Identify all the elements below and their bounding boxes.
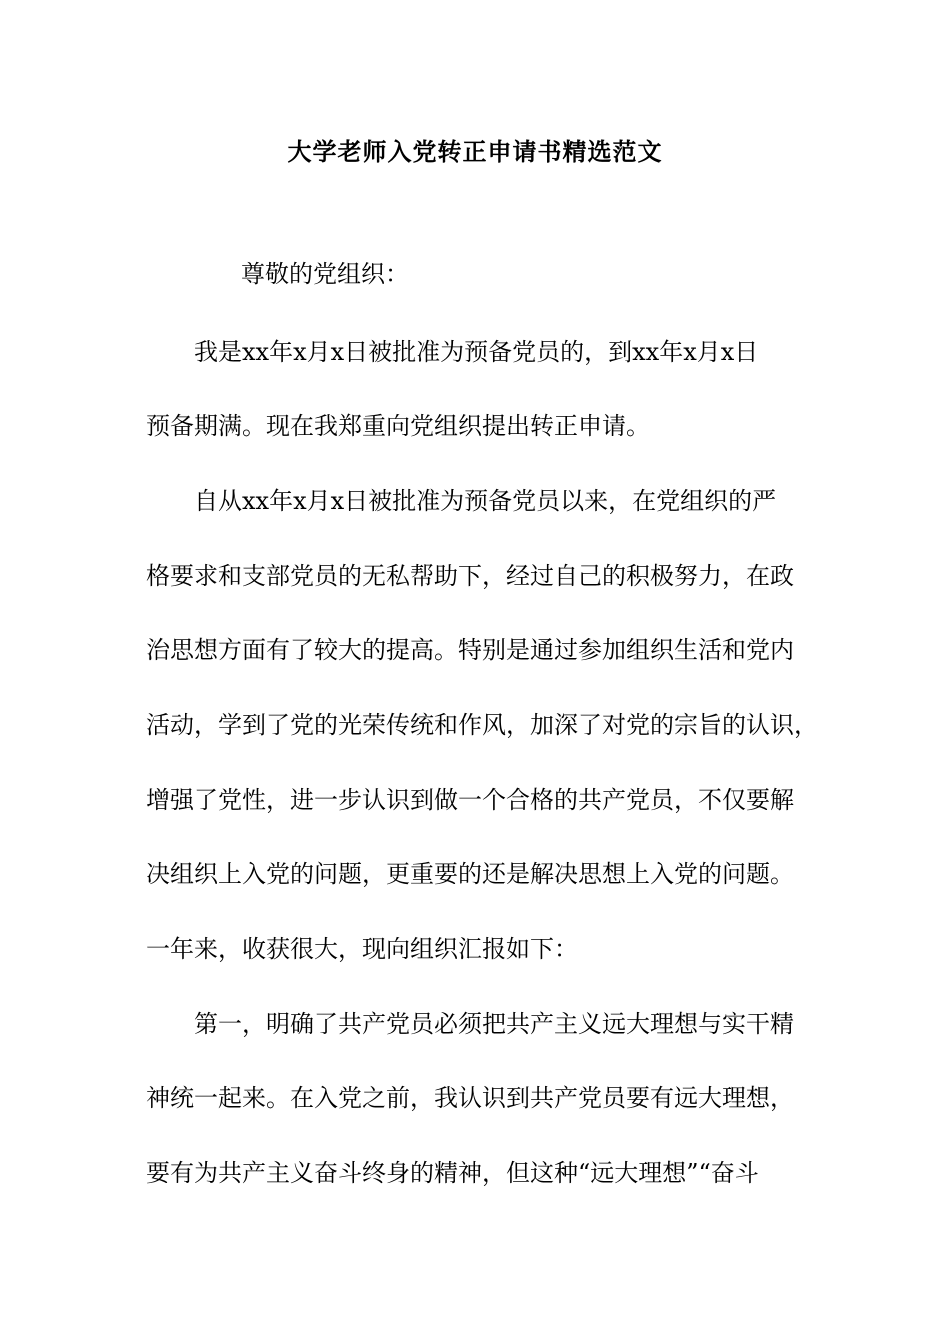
paragraph-line-5: 治思想方面有了较大的提高。特别是通过参加组织生活和党内 <box>146 636 794 664</box>
paragraph-line-4: 格要求和支部党员的无私帮助下，经过自己的积极努力，在政 <box>146 562 794 590</box>
paragraph-line-1: 我是xx年x月x日被批准为预备党员的，到xx年x月x日 <box>194 338 759 366</box>
document-title: 大学老师入党转正申请书精选范文 <box>287 137 663 166</box>
paragraph-line-9: 一年来，收获很大，现向组织汇报如下： <box>146 935 578 963</box>
paragraph-line-7: 增强了党性，进一步认识到做一个合格的共产党员，不仅要解 <box>146 786 794 814</box>
paragraph-line-10: 第一，明确了共产党员必须把共产主义远大理想与实干精 <box>194 1010 794 1038</box>
paragraph-line-2: 预备期满。现在我郑重向党组织提出转正申请。 <box>146 412 650 440</box>
salutation: 尊敬的党组织： <box>241 260 409 288</box>
paragraph-line-11: 神统一起来。在入党之前，我认识到共产党员要有远大理想， <box>146 1084 794 1112</box>
paragraph-line-6: 活动，学到了党的光荣传统和作风，加深了对党的宗旨的认识， <box>146 711 818 739</box>
paragraph-line-12: 要有为共产主义奋斗终身的精神，但这种“远大理想”“奋斗 <box>146 1159 759 1187</box>
paragraph-line-3: 自从xx年x月x日被批准为预备党员以来，在党组织的严 <box>194 487 777 515</box>
paragraph-line-8: 决组织上入党的问题，更重要的还是解决思想上入党的问题。 <box>146 860 794 888</box>
